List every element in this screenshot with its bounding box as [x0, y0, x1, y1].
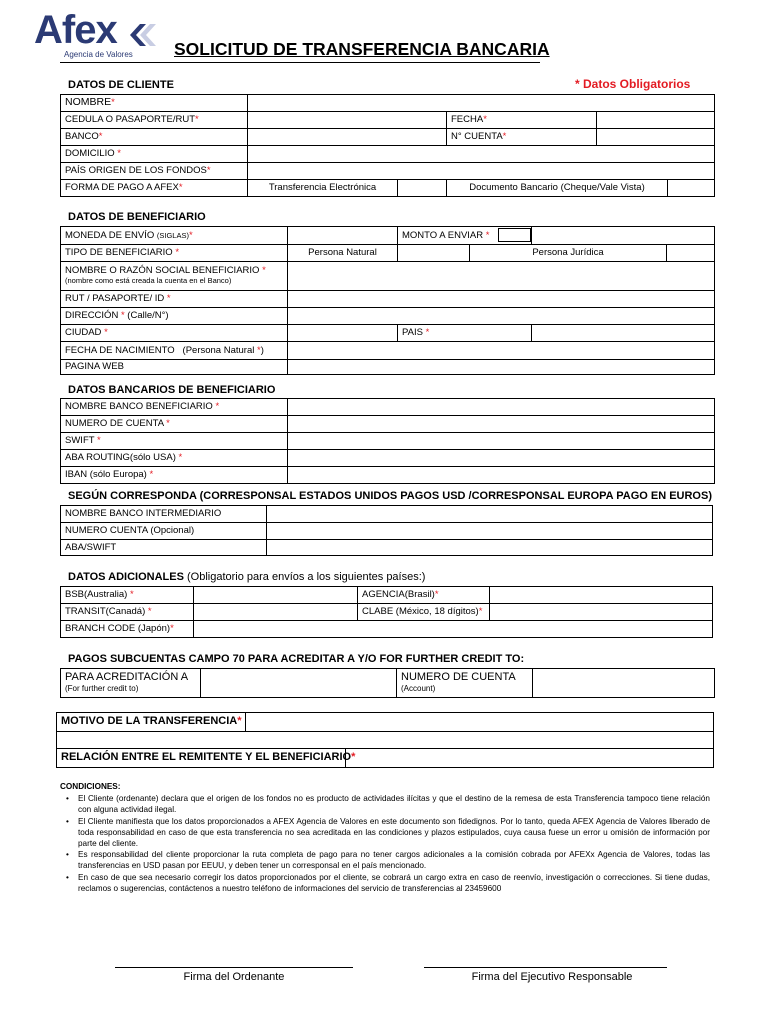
subcuentas-table	[60, 668, 715, 698]
para-acreditacion-field[interactable]	[201, 669, 397, 698]
label-banco: BANCO*	[61, 129, 248, 146]
fecha-nac-field[interactable]	[288, 342, 715, 360]
condicion-item: • Es responsabilidad del cliente proporcionar la ruta completa de pago para no tener cargos adicionales a la comisión cobrada por AFEXx Agencia de Valores, todas las transferencias en USD pasan por EEUU, y deben tener un corresponsal en el país mencionado.	[60, 849, 710, 871]
logo-tagline: Agencia de Valores	[64, 50, 133, 59]
label-bsb: BSB(Australia) *	[61, 587, 194, 604]
cedula-field[interactable]	[248, 112, 447, 129]
label-nombre: NOMBRE*	[61, 95, 248, 112]
transferencia-checkbox[interactable]	[398, 180, 447, 197]
label-pagina: PAGINA WEB	[61, 360, 288, 375]
monto-box[interactable]	[498, 228, 531, 242]
label-tipo: TIPO DE BENEFICIARIO *	[61, 245, 288, 262]
para-note: (For further credit to)	[65, 683, 139, 693]
label-agencia: AGENCIA(Brasil)*	[358, 587, 490, 604]
required-note: * Datos Obligatorios	[575, 77, 691, 91]
agencia-field[interactable]	[490, 587, 713, 604]
label-forma-pago: FORMA DE PAGO A AFEX*	[61, 180, 248, 197]
pais-origen-field[interactable]	[248, 163, 715, 180]
section-heading-beneficiario: DATOS DE BENEFICIARIO	[68, 211, 206, 223]
label-numero-cuenta: NUMERO DE CUENTA *	[61, 416, 288, 433]
documento-checkbox[interactable]	[668, 180, 715, 197]
numero-subcuenta-field[interactable]	[533, 669, 715, 698]
label-domicilio: DOMICILIO *	[61, 146, 248, 163]
label-aba: ABA ROUTING(sólo USA) *	[61, 450, 288, 467]
cliente-table	[60, 94, 715, 197]
label-motivo: MOTIVO DE LA TRANSFERENCIA*	[57, 713, 246, 732]
firma-ordenante-label: Firma del Ordenante	[183, 971, 285, 983]
section-heading-subcuentas: PAGOS SUBCUENTAS CAMPO 70 PARA ACREDITAR A Y/O FOR FURTHER CREDIT TO:	[68, 653, 525, 665]
label-ciudad: CIUDAD *	[61, 325, 288, 342]
juridica-checkbox[interactable]	[667, 245, 715, 262]
domicilio-field[interactable]	[248, 146, 715, 163]
label-fecha-nac: FECHA DE NACIMIENTO (Persona Natural *)	[61, 342, 288, 360]
label-nombre-razon: NOMBRE O RAZÓN SOCIAL BENEFICIARIO * (nombre como está creada la cuenta en el Banco)	[61, 262, 288, 291]
label-numero-subcuenta: NUMERO DE CUENTA (Account)	[397, 669, 533, 698]
rut-field[interactable]	[288, 291, 715, 308]
label-cedula: CEDULA O PASAPORTE/RUT*	[61, 112, 248, 129]
cuenta-opcional-field[interactable]	[267, 523, 713, 540]
label-swift: SWIFT *	[61, 433, 288, 450]
natural-checkbox[interactable]	[398, 245, 470, 262]
firma-ordenante-line[interactable]	[115, 967, 353, 968]
motivo-field-extra[interactable]	[57, 732, 714, 749]
banco-intermediario-field[interactable]	[267, 506, 713, 523]
corresponsal-table	[60, 505, 713, 556]
logo-chevrons-icon	[126, 22, 160, 48]
nombre-razon-field[interactable]	[288, 262, 715, 291]
label-direccion: DIRECCIÓN * (Calle/N°)	[61, 308, 288, 325]
option-juridica: Persona Jurídica	[470, 245, 667, 262]
relacion-field[interactable]	[346, 749, 714, 768]
label-rut: RUT / PASAPORTE/ ID *	[61, 291, 288, 308]
page-title: SOLICITUD DE TRANSFERENCIA BANCARIA	[174, 39, 550, 59]
motivo-field[interactable]	[246, 713, 714, 732]
iban-field[interactable]	[288, 467, 715, 484]
option-transferencia: Transferencia Electrónica	[248, 180, 398, 197]
banco-field[interactable]	[248, 129, 447, 146]
monto-field[interactable]	[532, 227, 715, 245]
firma-ejecutivo-label: Firma del Ejecutivo Responsable	[471, 971, 633, 983]
bsb-field[interactable]	[194, 587, 358, 604]
nombre-razon-note: (nombre como está creada la cuenta en el Banco)	[65, 276, 232, 285]
moneda-field[interactable]	[288, 227, 398, 245]
option-documento: Documento Bancario (Cheque/Vale Vista)	[447, 180, 668, 197]
label-moneda: MONEDA DE ENVÍO (SIGLAS)*	[61, 227, 288, 245]
label-pais-origen: PAÍS ORIGEN DE LOS FONDOS*	[61, 163, 248, 180]
section-heading-bancarios: DATOS BANCARIOS DE BENEFICIARIO	[68, 384, 276, 396]
label-relacion: RELACIÓN ENTRE EL REMITENTE Y EL BENEFICIARIO*	[57, 749, 346, 768]
condiciones	[60, 781, 710, 894]
fecha-field[interactable]	[597, 112, 715, 129]
pais-field[interactable]	[532, 325, 715, 342]
aba-swift-field[interactable]	[267, 540, 713, 556]
condicion-item: • El Cliente manifiesta que los datos proporcionados a AFEX Agencia de Valores en este documento son fidedignos. Por lo tanto, queda AFEX Agencia de Valores liberado de toda responsabilidad en caso de que esta transferencia no sea acreditada en las condiciones y plazos estipulados, cuya causa fuese un error u omisión de información por parte del cliente.	[60, 816, 710, 850]
label-nombre-banco: NOMBRE BANCO BENEFICIARIO *	[61, 399, 288, 416]
label-transit: TRANSIT(Canadá) *	[61, 604, 194, 621]
branch-field[interactable]	[194, 621, 713, 638]
label-aba-swift: ABA/SWIFT	[61, 540, 267, 556]
label-banco-intermediario: NOMBRE BANCO INTERMEDIARIO	[61, 506, 267, 523]
label-para-acreditacion: PARA ACREDITACIÓN A (For further credit to)	[61, 669, 201, 698]
condicion-item: • El Cliente (ordenante) declara que el origen de los fondos no es producto de actividades ilícitas y que el destino de la remesa de esta Transferencia tampoco tiene relación con alguna actividad ilegal.	[60, 793, 710, 815]
n-cuenta-field[interactable]	[597, 129, 715, 146]
ciudad-field[interactable]	[288, 325, 398, 342]
condicion-item: • En caso de que sea necesario corregir los datos proporcionados por el cliente, se cobrará un cargo extra en caso de reenvío, investigación o correcciones. Si tiene dudas, reclamos o sugerencias, contáctenos a nuestro teléfono de informaciones del servicio de transferencias al 23459600	[60, 872, 710, 894]
option-natural: Persona Natural	[288, 245, 398, 262]
clabe-field[interactable]	[490, 604, 713, 621]
nombre-field[interactable]	[248, 95, 715, 112]
label-pais: PAIS *	[398, 325, 532, 342]
section-heading-adicionales: DATOS ADICIONALES (Obligatorio para envíos a los siguientes países:)	[68, 571, 426, 583]
aba-field[interactable]	[288, 450, 715, 467]
label-cuenta-opcional: NUMERO CUENTA (Opcional)	[61, 523, 267, 540]
adicionales-table	[60, 586, 713, 638]
label-iban: IBAN (sólo Europa) *	[61, 467, 288, 484]
numero-cuenta-field[interactable]	[288, 416, 715, 433]
label-branch: BRANCH CODE (Japón)*	[61, 621, 194, 638]
afex-logo	[34, 10, 164, 60]
nombre-banco-field[interactable]	[288, 399, 715, 416]
beneficiario-table	[60, 226, 715, 375]
section-heading-cliente: DATOS DE CLIENTE	[68, 79, 174, 91]
transit-field[interactable]	[194, 604, 358, 621]
numero-note: (Account)	[401, 683, 436, 693]
label-fecha: FECHA*	[447, 112, 597, 129]
adicionales-note: (Obligatorio para envíos a los siguientes países:)	[186, 571, 426, 583]
section-heading-corresponsal: SEGÚN CORRESPONDA (CORRESPONSAL ESTADOS UNIDOS PAGOS USD /CORRESPONSAL EUROPA PAGO EN EUROS)	[68, 490, 712, 502]
label-monto: MONTO A ENVIAR *	[398, 227, 532, 245]
firma-ejecutivo-line[interactable]	[424, 967, 667, 968]
motivo-table	[56, 712, 714, 768]
condiciones-heading: CONDICIONES:	[60, 782, 121, 791]
header-rule	[60, 62, 540, 63]
pagina-field[interactable]	[288, 360, 715, 375]
bancarios-table	[60, 398, 715, 484]
logo-text: Afex	[34, 8, 117, 52]
direccion-field[interactable]	[288, 308, 715, 325]
swift-field[interactable]	[288, 433, 715, 450]
label-clabe: CLABE (México, 18 dígitos)*	[358, 604, 490, 621]
label-n-cuenta: N° CUENTA*	[447, 129, 597, 146]
